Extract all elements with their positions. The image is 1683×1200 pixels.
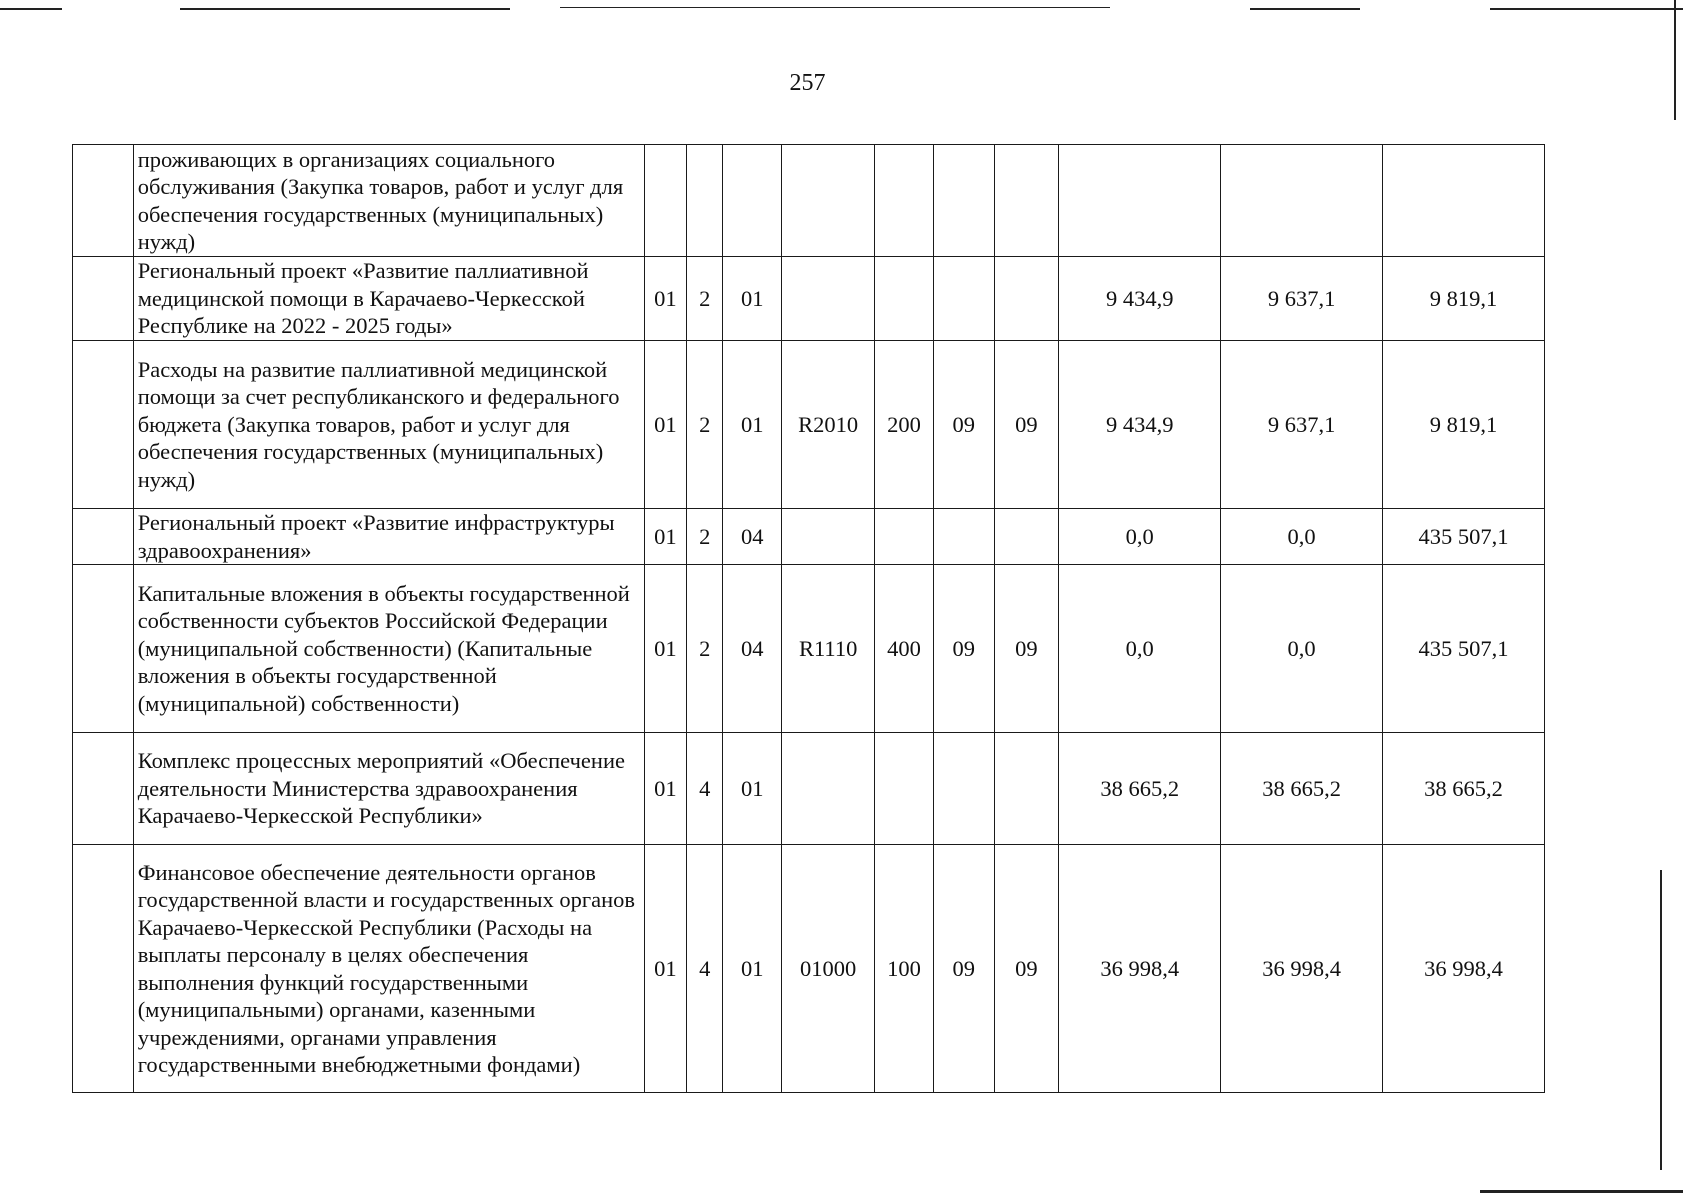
table-row	[73, 565, 1545, 733]
row-description: Финансовое обеспечение деятельности органов государственной власти и государственных органов Карачаево-Черкесской Республики (Расходы на выплаты персоналу в целях обеспечения выполнения функций государственными (муниципальными) органами, казенными учреждениями, органами управления государственными внебюджетными фондами)	[133, 845, 644, 1093]
amount-2025: 9 819,1	[1383, 341, 1545, 509]
code-pr	[994, 145, 1059, 257]
scan-edge-line	[560, 7, 1110, 8]
amount-2023	[1059, 145, 1221, 257]
code-pp: 2	[687, 257, 723, 341]
code-gp: 01	[644, 565, 686, 733]
code-vr	[875, 509, 934, 565]
table-row	[73, 509, 1545, 565]
code-pp: 2	[687, 509, 723, 565]
scan-edge-line	[1490, 8, 1683, 10]
code-pr: 09	[994, 565, 1059, 733]
code-gp	[644, 145, 686, 257]
row-description: Региональный проект «Развитие инфраструктуры здравоохранения»	[133, 509, 644, 565]
code-gp: 01	[644, 733, 686, 845]
code-rz	[933, 509, 994, 565]
row-index-cell	[73, 341, 134, 509]
amount-2023: 36 998,4	[1059, 845, 1221, 1093]
amount-2024: 0,0	[1221, 509, 1383, 565]
row-description: проживающих в организациях социального обслуживания (Закупка товаров, работ и услуг для обеспечения государственных (муниципальных) нужд)	[133, 145, 644, 257]
row-index-cell	[73, 845, 134, 1093]
code-napr: 01000	[782, 845, 875, 1093]
code-rz	[933, 733, 994, 845]
row-index-cell	[73, 733, 134, 845]
code-rz	[933, 257, 994, 341]
amount-2024: 36 998,4	[1221, 845, 1383, 1093]
amount-2025: 435 507,1	[1383, 565, 1545, 733]
code-pr	[994, 733, 1059, 845]
code-pr	[994, 509, 1059, 565]
table-body	[73, 145, 1545, 1093]
amount-2023: 38 665,2	[1059, 733, 1221, 845]
code-pp: 2	[687, 341, 723, 509]
code-gp: 01	[644, 845, 686, 1093]
row-description: Расходы на развитие паллиативной медицинской помощи за счет республиканского и федерального бюджета (Закупка товаров, работ и услуг для обеспечения государственных (муниципальных) нужд)	[133, 341, 644, 509]
row-description: Региональный проект «Развитие паллиативной медицинской помощи в Карачаево-Черкесской Республике на 2022 - 2025 годы»	[133, 257, 644, 341]
code-pp	[687, 145, 723, 257]
code-pp: 4	[687, 733, 723, 845]
code-mer: 01	[723, 257, 782, 341]
code-napr: R1110	[782, 565, 875, 733]
code-vr: 200	[875, 341, 934, 509]
code-mer: 04	[723, 565, 782, 733]
table-row	[73, 733, 1545, 845]
code-pr	[994, 257, 1059, 341]
code-napr	[782, 257, 875, 341]
code-pp: 4	[687, 845, 723, 1093]
scan-edge-line	[1480, 1190, 1683, 1193]
scan-edge-line	[1660, 870, 1662, 1170]
amount-2024	[1221, 145, 1383, 257]
amount-2024: 9 637,1	[1221, 257, 1383, 341]
row-description: Капитальные вложения в объекты государственной собственности субъектов Российской Федерации (муниципальной собственности) (Капитальные вложения в объекты государственной (муниципальной) собственности)	[133, 565, 644, 733]
amount-2025	[1383, 145, 1545, 257]
amount-2023: 0,0	[1059, 509, 1221, 565]
amount-2023: 0,0	[1059, 565, 1221, 733]
amount-2024: 38 665,2	[1221, 733, 1383, 845]
scan-edge-line	[1250, 8, 1360, 10]
code-mer: 01	[723, 733, 782, 845]
row-index-cell	[73, 565, 134, 733]
amount-2025: 9 819,1	[1383, 257, 1545, 341]
code-mer: 01	[723, 341, 782, 509]
scan-edge-line	[180, 8, 510, 10]
code-vr: 100	[875, 845, 934, 1093]
amount-2025: 435 507,1	[1383, 509, 1545, 565]
page-number: 257	[789, 70, 826, 96]
row-index-cell	[73, 145, 134, 257]
code-gp: 01	[644, 257, 686, 341]
code-rz: 09	[933, 845, 994, 1093]
table-row	[73, 257, 1545, 341]
budget-table	[72, 144, 1545, 1093]
row-index-cell	[73, 509, 134, 565]
amount-2023: 9 434,9	[1059, 341, 1221, 509]
code-mer: 04	[723, 509, 782, 565]
code-mer: 01	[723, 845, 782, 1093]
code-mer	[723, 145, 782, 257]
table-row	[73, 845, 1545, 1093]
amount-2024: 9 637,1	[1221, 341, 1383, 509]
scan-edge-line	[1674, 0, 1676, 120]
amount-2023: 9 434,9	[1059, 257, 1221, 341]
code-gp: 01	[644, 341, 686, 509]
amount-2024: 0,0	[1221, 565, 1383, 733]
code-pr: 09	[994, 845, 1059, 1093]
row-index-cell	[73, 257, 134, 341]
row-description: Комплекс процессных мероприятий «Обеспечение деятельности Министерства здравоохранения Карачаево-Черкесской Республики»	[133, 733, 644, 845]
code-napr: R2010	[782, 341, 875, 509]
code-pr: 09	[994, 341, 1059, 509]
code-napr	[782, 733, 875, 845]
code-vr: 400	[875, 565, 934, 733]
code-napr	[782, 145, 875, 257]
amount-2025: 36 998,4	[1383, 845, 1545, 1093]
code-rz: 09	[933, 565, 994, 733]
table-row	[73, 341, 1545, 509]
code-gp: 01	[644, 509, 686, 565]
code-vr	[875, 733, 934, 845]
table-row	[73, 145, 1545, 257]
code-vr	[875, 257, 934, 341]
amount-2025: 38 665,2	[1383, 733, 1545, 845]
code-napr	[782, 509, 875, 565]
code-vr	[875, 145, 934, 257]
code-pp: 2	[687, 565, 723, 733]
scan-edge-line	[0, 8, 62, 10]
code-rz: 09	[933, 341, 994, 509]
code-rz	[933, 145, 994, 257]
